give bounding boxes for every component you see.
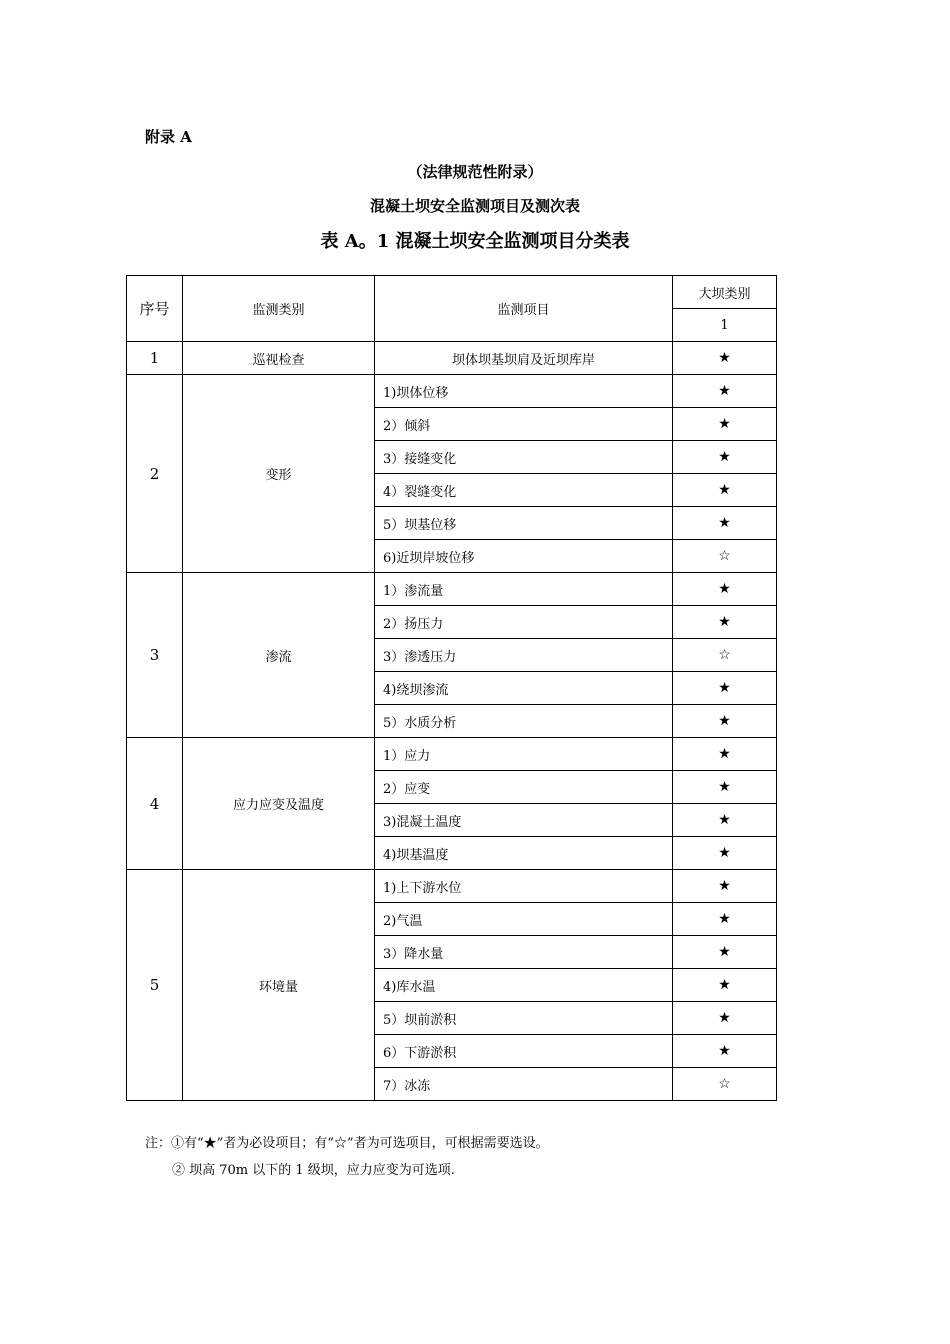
item-cell: 5）水质分析: [375, 705, 673, 738]
required-star-icon: ★: [673, 507, 777, 540]
item-cell: 4)坝基温度: [375, 837, 673, 870]
required-star-icon: ★: [673, 342, 777, 375]
table-row: [127, 738, 777, 771]
seq-cell: 3: [127, 573, 183, 738]
item-cell: 1）应力: [375, 738, 673, 771]
item-cell: 2）应变: [375, 771, 673, 804]
item-cell: 3)混凝土温度: [375, 804, 673, 837]
optional-star-icon: ☆: [673, 639, 777, 672]
category-cell: 环境量: [183, 870, 375, 1101]
item-cell: 1)坝体位移: [375, 375, 673, 408]
required-star-icon: ★: [673, 1035, 777, 1068]
required-star-icon: ★: [673, 441, 777, 474]
table-row: [127, 375, 777, 408]
required-star-icon: ★: [673, 606, 777, 639]
required-star-icon: ★: [673, 474, 777, 507]
item-cell: 4)绕坝渗流: [375, 672, 673, 705]
required-star-icon: ★: [673, 837, 777, 870]
normative-subtitle: （法律规范性附录）: [407, 163, 543, 181]
category-cell: 渗流: [183, 573, 375, 738]
table-row: [127, 870, 777, 903]
seq-cell: 5: [127, 870, 183, 1101]
required-star-icon: ★: [673, 969, 777, 1002]
seq-cell: 4: [127, 738, 183, 870]
item-cell: 2)气温: [375, 903, 673, 936]
item-cell: 5）坝基位移: [375, 507, 673, 540]
table-title: 表 A。1 混凝土坝安全监测项目分类表: [320, 231, 630, 252]
item-cell: 3）接缝变化: [375, 441, 673, 474]
required-star-icon: ★: [673, 408, 777, 441]
header-dam-class: 大坝类别: [673, 276, 777, 309]
item-cell: 3）降水量: [375, 936, 673, 969]
table-row: [127, 573, 777, 606]
category-cell: 变形: [183, 375, 375, 573]
note-2: ② 坝高 70m 以下的 1 级坝，应力应变为可选项.: [172, 1163, 455, 1178]
optional-star-icon: ☆: [673, 1068, 777, 1101]
required-star-icon: ★: [673, 870, 777, 903]
header-item: 监测项目: [375, 276, 673, 342]
header-dam-class-1: 1: [673, 309, 777, 342]
required-star-icon: ★: [673, 936, 777, 969]
required-star-icon: ★: [673, 375, 777, 408]
item-cell: 6）下游淤积: [375, 1035, 673, 1068]
main-subtitle: 混凝土坝安全监测项目及测次表: [369, 197, 580, 215]
item-cell: 4）裂缝变化: [375, 474, 673, 507]
required-star-icon: ★: [673, 804, 777, 837]
required-star-icon: ★: [673, 903, 777, 936]
required-star-icon: ★: [673, 1002, 777, 1035]
header-seq: 序号: [127, 276, 183, 342]
seq-cell: 1: [127, 342, 183, 375]
item-cell: 4)库水温: [375, 969, 673, 1002]
item-cell: 2）扬压力: [375, 606, 673, 639]
required-star-icon: ★: [673, 672, 777, 705]
item-cell: 1)上下游水位: [375, 870, 673, 903]
item-cell: 6)近坝岸坡位移: [375, 540, 673, 573]
item-cell: 1）渗流量: [375, 573, 673, 606]
required-star-icon: ★: [673, 573, 777, 606]
header-category: 监测类别: [183, 276, 375, 342]
required-star-icon: ★: [673, 705, 777, 738]
item-cell: 2）倾斜: [375, 408, 673, 441]
item-cell: 3）渗透压力: [375, 639, 673, 672]
item-cell: 坝体坝基坝肩及近坝库岸: [375, 342, 673, 375]
required-star-icon: ★: [673, 771, 777, 804]
optional-star-icon: ☆: [673, 540, 777, 573]
item-cell: 5）坝前淤积: [375, 1002, 673, 1035]
seq-cell: 2: [127, 375, 183, 573]
note-1: 注：①有“★”者为必设项目；有“☆”者为可选项目，可根据需要选设。: [145, 1136, 549, 1151]
monitoring-items-table: [126, 275, 777, 1101]
category-cell: 巡视检查: [183, 342, 375, 375]
header-row: [127, 276, 777, 309]
item-cell: 7）冰冻: [375, 1068, 673, 1101]
required-star-icon: ★: [673, 738, 777, 771]
category-cell: 应力应变及温度: [183, 738, 375, 870]
appendix-label: 附录 A: [145, 128, 192, 146]
table-row: [127, 342, 777, 375]
